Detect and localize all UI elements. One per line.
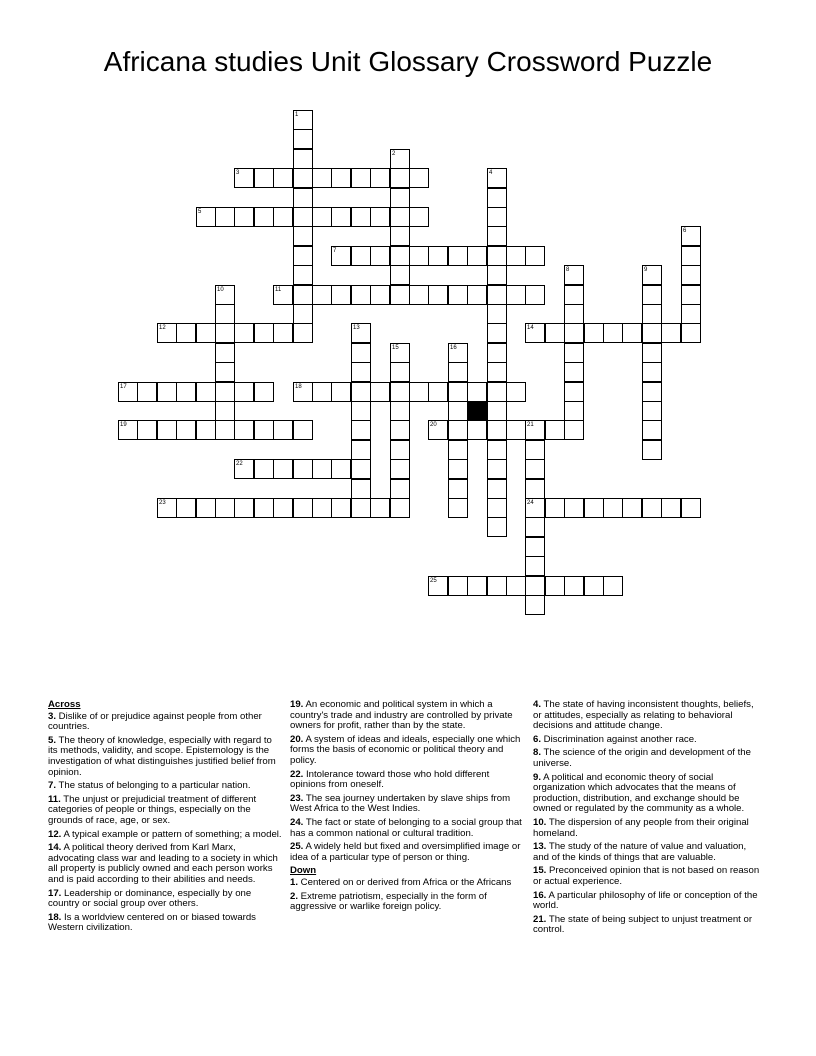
clue-number: 14 — [527, 325, 534, 331]
across-clue: 24. The fact or state of belonging to a social group that has a common national or cultural tradition. — [290, 816, 522, 839]
grid-cell[interactable] — [448, 382, 468, 402]
grid-cell[interactable] — [293, 498, 313, 518]
grid-cell[interactable] — [390, 440, 410, 460]
grid-cell[interactable] — [351, 459, 371, 479]
grid-cell[interactable] — [622, 323, 642, 343]
grid-cell[interactable] — [642, 440, 662, 460]
grid-cell[interactable] — [428, 382, 448, 402]
grid-cell[interactable] — [525, 517, 545, 537]
grid-cell[interactable] — [467, 382, 487, 402]
grid-cell[interactable] — [525, 595, 545, 615]
grid-cell[interactable] — [351, 498, 371, 518]
clues-column-1 — [48, 700, 283, 937]
grid-cell[interactable] — [215, 285, 235, 305]
grid-cell[interactable] — [293, 149, 313, 169]
across-clue: 18. Is a worldview centered on or biased towards Western civilization. — [48, 911, 256, 934]
clue-number: 24 — [527, 500, 534, 506]
clue-number: 20 — [430, 422, 437, 428]
grid-cell[interactable] — [215, 304, 235, 324]
down-clue: 6. Discrimination against another race. — [533, 733, 697, 745]
clue-number: 9 — [644, 267, 648, 273]
grid-cell[interactable] — [293, 323, 313, 343]
down-clue: 1. Centered on or derived from Africa or the Africans — [290, 876, 512, 888]
grid-cell[interactable] — [390, 498, 410, 518]
grid-cell[interactable] — [293, 207, 313, 227]
grid-cell[interactable] — [234, 323, 254, 343]
clues-column-3 — [533, 700, 763, 939]
grid-cell[interactable] — [642, 285, 662, 305]
grid-cell[interactable] — [157, 420, 177, 440]
grid-cell[interactable] — [506, 420, 526, 440]
grid-cell[interactable] — [234, 207, 254, 227]
grid-cell[interactable] — [254, 498, 274, 518]
grid-cell[interactable] — [487, 168, 507, 188]
grid-cell[interactable] — [390, 285, 410, 305]
grid-cell[interactable] — [525, 246, 545, 266]
grid-cell[interactable] — [390, 420, 410, 440]
grid-cell[interactable] — [409, 382, 429, 402]
grid-cell[interactable] — [293, 382, 313, 402]
down-clue: 8. The science of the origin and development of the universe. — [533, 747, 751, 769]
grid-cell[interactable] — [467, 285, 487, 305]
grid-cell[interactable] — [525, 420, 545, 440]
grid-cell[interactable] — [448, 479, 468, 499]
grid-cell[interactable] — [467, 246, 487, 266]
grid-cell[interactable] — [215, 362, 235, 382]
grid-cell[interactable] — [273, 285, 293, 305]
grid-cell[interactable] — [293, 285, 313, 305]
grid-cell[interactable] — [584, 576, 604, 596]
clue-number: 10 — [217, 287, 224, 293]
grid-cell[interactable] — [234, 382, 254, 402]
clue-number: 16 — [450, 345, 457, 351]
across-clue: 25. A widely held but fixed and oversimplified image or idea of a particular type of person or thing. — [290, 841, 521, 863]
grid-cell[interactable] — [487, 440, 507, 460]
grid-cell[interactable] — [564, 498, 584, 518]
grid-cell[interactable] — [487, 207, 507, 227]
grid-cell[interactable] — [312, 459, 332, 479]
grid-cell[interactable] — [331, 168, 351, 188]
grid-cell[interactable] — [254, 168, 274, 188]
clue-number: 21 — [527, 422, 534, 428]
grid-cell[interactable] — [448, 401, 468, 421]
grid-cell[interactable] — [545, 576, 565, 596]
grid-cell[interactable] — [506, 246, 526, 266]
grid-cell[interactable] — [467, 420, 487, 440]
grid-cell[interactable] — [525, 537, 545, 557]
grid-cell[interactable] — [390, 382, 410, 402]
grid-cell[interactable] — [506, 576, 526, 596]
grid-cell[interactable] — [487, 285, 507, 305]
grid-cell[interactable] — [448, 362, 468, 382]
grid-cell[interactable] — [234, 420, 254, 440]
across-heading: Across — [48, 699, 81, 710]
grid-cell[interactable] — [487, 362, 507, 382]
grid-cell[interactable] — [448, 440, 468, 460]
grid-cell[interactable] — [487, 304, 507, 324]
grid-cell[interactable] — [525, 323, 545, 343]
clue-number: 17 — [120, 384, 127, 390]
grid-cell[interactable] — [564, 576, 584, 596]
clue-number: 8 — [566, 267, 570, 273]
grid-cell[interactable] — [428, 576, 448, 596]
grid-cell[interactable] — [176, 382, 196, 402]
grid-cell[interactable] — [176, 420, 196, 440]
grid-cell[interactable] — [564, 265, 584, 285]
grid-cell[interactable] — [525, 285, 545, 305]
grid-cell[interactable] — [157, 323, 177, 343]
grid-cell[interactable] — [312, 382, 332, 402]
grid-cell[interactable] — [390, 207, 410, 227]
grid-cell[interactable] — [487, 576, 507, 596]
grid-cell[interactable] — [312, 207, 332, 227]
grid-cell[interactable] — [196, 323, 216, 343]
clue-number: 23 — [159, 500, 166, 506]
grid-cell[interactable] — [312, 498, 332, 518]
clue-number: 22 — [236, 461, 243, 467]
grid-cell[interactable] — [564, 285, 584, 305]
grid-cell[interactable] — [487, 343, 507, 363]
grid-cell[interactable] — [176, 498, 196, 518]
grid-cell[interactable] — [390, 149, 410, 169]
across-clue: 14. A political theory derived from Karl Marx, advocating class war and leading to a society in which all property is publicly owned and each person works and is paid according to their abilities and needs. — [48, 842, 278, 885]
grid-cell[interactable] — [642, 420, 662, 440]
page-title: Africana studies Unit Glossary Crossword Puzzle — [103, 46, 713, 77]
grid-cell[interactable] — [487, 246, 507, 266]
grid-cell[interactable] — [118, 382, 138, 402]
grid-cell[interactable] — [254, 420, 274, 440]
grid-cell[interactable] — [642, 265, 662, 285]
clue-number: 6 — [683, 228, 687, 234]
across-clue: 23. The sea journey undertaken by slave ships from West Africa to the West Indies. — [290, 792, 511, 815]
clue-number: 5 — [198, 209, 202, 215]
grid-cell[interactable] — [487, 517, 507, 537]
grid-cell[interactable] — [351, 285, 371, 305]
grid-cell[interactable] — [351, 479, 371, 499]
clue-number: 25 — [430, 578, 437, 584]
across-clue: 19. An economic and political system in which a country's trade and industry are controlled by private owners for profit, rather than by the state. — [290, 699, 513, 732]
grid-cell[interactable] — [448, 420, 468, 440]
grid-cell[interactable] — [331, 498, 351, 518]
grid-cell[interactable] — [234, 498, 254, 518]
across-clue: 17. Leadership or dominance, especially by one country or social group over others. — [48, 887, 252, 910]
down-clue: 21. The state of being subject to unjust treatment or control. — [533, 913, 753, 936]
grid-cell[interactable] — [564, 343, 584, 363]
grid-cell[interactable] — [642, 498, 662, 518]
grid-cell[interactable] — [545, 498, 565, 518]
grid-cell[interactable] — [293, 265, 313, 285]
grid-cell[interactable] — [273, 459, 293, 479]
grid-cell[interactable] — [215, 498, 235, 518]
clue-number: 4 — [489, 170, 493, 176]
grid-cell[interactable] — [603, 576, 623, 596]
grid-cell[interactable] — [293, 246, 313, 266]
grid-cell[interactable] — [293, 226, 313, 246]
grid-cell[interactable] — [196, 382, 216, 402]
clue-number: 3 — [236, 170, 240, 176]
clue-number: 18 — [295, 384, 302, 390]
down-clue: 16. A particular philosophy of life or conception of the world. — [533, 889, 758, 912]
grid-cell[interactable] — [506, 285, 526, 305]
grid-cell[interactable] — [390, 459, 410, 479]
grid-cell[interactable] — [661, 498, 681, 518]
grid-cell[interactable] — [390, 401, 410, 421]
clue-number: 15 — [392, 345, 399, 351]
grid-cell[interactable] — [370, 498, 390, 518]
grid-cell[interactable] — [351, 207, 371, 227]
down-clue: 15. Preconceived opinion that is not based on reason or actual experience. — [533, 865, 760, 887]
grid-cell[interactable] — [681, 246, 701, 266]
grid-cell[interactable] — [215, 382, 235, 402]
grid-cell[interactable] — [293, 459, 313, 479]
grid-cell[interactable] — [487, 226, 507, 246]
grid-cell[interactable] — [273, 420, 293, 440]
grid-cell[interactable] — [293, 304, 313, 324]
grid-cell[interactable] — [409, 207, 429, 227]
grid-cell[interactable] — [448, 285, 468, 305]
grid-cell[interactable] — [584, 498, 604, 518]
grid-cell[interactable] — [467, 576, 487, 596]
grid-cell[interactable] — [390, 343, 410, 363]
grid-cell[interactable] — [351, 362, 371, 382]
grid-cell[interactable] — [215, 401, 235, 421]
grid-cell[interactable] — [390, 479, 410, 499]
grid-cell[interactable] — [409, 246, 429, 266]
grid-cell[interactable] — [196, 420, 216, 440]
grid-cell[interactable] — [196, 207, 216, 227]
grid-cell[interactable] — [351, 343, 371, 363]
grid-cell[interactable] — [273, 498, 293, 518]
grid-cell[interactable] — [564, 362, 584, 382]
down-clue: 10. The dispersion of any people from their original homeland. — [533, 816, 749, 839]
grid-cell[interactable] — [390, 246, 410, 266]
clue-number: 2 — [392, 151, 396, 157]
grid-cell[interactable] — [661, 323, 681, 343]
clue-number: 12 — [159, 325, 166, 331]
grid-cell[interactable] — [293, 420, 313, 440]
clue-number: 1 — [295, 112, 299, 118]
grid-cell[interactable] — [254, 323, 274, 343]
grid-cell[interactable] — [448, 576, 468, 596]
grid-cell[interactable] — [448, 498, 468, 518]
grid-cell[interactable] — [351, 440, 371, 460]
grid-cell[interactable] — [622, 498, 642, 518]
across-clue: 7. The status of belonging to a particular nation. — [48, 780, 251, 792]
grid-cell[interactable] — [390, 188, 410, 208]
grid-cell[interactable] — [351, 323, 371, 343]
grid-cell[interactable] — [273, 207, 293, 227]
grid-cell[interactable] — [331, 382, 351, 402]
grid-cell[interactable] — [584, 323, 604, 343]
grid-cell[interactable] — [428, 246, 448, 266]
grid-cell[interactable] — [506, 382, 526, 402]
grid-cell[interactable] — [351, 168, 371, 188]
grid-cell[interactable] — [487, 323, 507, 343]
grid-cell[interactable] — [525, 576, 545, 596]
grid-cell[interactable] — [448, 246, 468, 266]
grid-cell[interactable] — [390, 168, 410, 188]
grid-cell[interactable] — [642, 401, 662, 421]
grid-cell[interactable] — [196, 498, 216, 518]
grid-cell[interactable] — [564, 382, 584, 402]
grid-cell[interactable] — [545, 323, 565, 343]
across-clue: 3. Dislike of or prejudice against people from other countries. — [48, 710, 262, 733]
grid-cell[interactable] — [254, 459, 274, 479]
grid-cell[interactable] — [157, 382, 177, 402]
down-clue: 9. A political and economic theory of social organization which advocates that the means of production, distribution, and exchange should be owned or regulated by the community as a whole. — [533, 771, 745, 815]
grid-cell[interactable] — [525, 440, 545, 460]
clue-number: 19 — [120, 422, 127, 428]
clues-column-2 — [290, 700, 527, 916]
grid-cell[interactable] — [351, 246, 371, 266]
grid-cell[interactable] — [234, 459, 254, 479]
grid-cell[interactable] — [370, 168, 390, 188]
grid-cell[interactable] — [487, 401, 507, 421]
grid-cell[interactable] — [293, 110, 313, 130]
grid-cell[interactable] — [370, 207, 390, 227]
grid-cell[interactable] — [234, 168, 254, 188]
grid-cell[interactable] — [681, 304, 701, 324]
grid-cell[interactable] — [331, 207, 351, 227]
across-clue: 5. The theory of knowledge, especially with regard to its methods, validity, and scope. Epistemology is the investigation of what distinguishes justified belief from opinion. — [48, 734, 276, 778]
grid-cell[interactable] — [681, 285, 701, 305]
grid-cell[interactable] — [254, 382, 274, 402]
grid-cell[interactable] — [137, 420, 157, 440]
grid-cell[interactable] — [525, 556, 545, 576]
clue-number: 11 — [275, 287, 282, 293]
grid-cell[interactable] — [409, 285, 429, 305]
grid-cell[interactable] — [331, 246, 351, 266]
grid-cell[interactable] — [681, 226, 701, 246]
grid-cell[interactable] — [370, 246, 390, 266]
grid-cell[interactable] — [215, 323, 235, 343]
grid-cell[interactable] — [331, 459, 351, 479]
grid-cell[interactable] — [487, 188, 507, 208]
grid-cell[interactable] — [448, 459, 468, 479]
grid-cell[interactable] — [642, 382, 662, 402]
grid-cell[interactable] — [390, 265, 410, 285]
grid-cell[interactable] — [603, 323, 623, 343]
grid-cell[interactable] — [525, 498, 545, 518]
grid-cell[interactable] — [215, 207, 235, 227]
grid-cell[interactable] — [351, 401, 371, 421]
grid-cell[interactable] — [564, 323, 584, 343]
down-heading: Down — [290, 865, 317, 877]
grid-cell[interactable] — [448, 343, 468, 363]
grid-cell[interactable] — [642, 323, 662, 343]
grid-cell[interactable] — [525, 479, 545, 499]
blocked-cell — [467, 401, 487, 421]
down-clue: 4. The state of having inconsistent thoughts, beliefs, or attitudes, especially as relating to behavioral decisions and attitude change. — [533, 699, 754, 732]
grid-cell[interactable] — [487, 479, 507, 499]
grid-cell[interactable] — [370, 382, 390, 402]
grid-cell[interactable] — [215, 343, 235, 363]
across-clue: 22. Intolerance toward those who hold different opinions from oneself. — [290, 768, 490, 791]
grid-cell[interactable] — [564, 304, 584, 324]
grid-cell[interactable] — [409, 168, 429, 188]
across-clue: 12. A typical example or pattern of something; a model. — [48, 828, 282, 840]
grid-cell[interactable] — [642, 304, 662, 324]
clue-number: 13 — [353, 325, 360, 331]
grid-cell[interactable] — [603, 498, 623, 518]
grid-cell[interactable] — [564, 401, 584, 421]
grid-cell[interactable] — [351, 420, 371, 440]
grid-cell[interactable] — [681, 498, 701, 518]
grid-cell[interactable] — [487, 498, 507, 518]
grid-cell[interactable] — [273, 323, 293, 343]
grid-cell[interactable] — [428, 420, 448, 440]
grid-cell[interactable] — [525, 459, 545, 479]
clue-number: 7 — [333, 248, 337, 254]
across-clue: 20. A system of ideas and ideals, especially one which forms the basis of economic or political theory and policy. — [290, 733, 521, 766]
grid-cell[interactable] — [487, 382, 507, 402]
grid-cell[interactable] — [545, 420, 565, 440]
grid-cell[interactable] — [293, 188, 313, 208]
grid-cell[interactable] — [254, 207, 274, 227]
grid-cell[interactable] — [487, 459, 507, 479]
grid-cell[interactable] — [681, 265, 701, 285]
grid-cell[interactable] — [642, 362, 662, 382]
grid-cell[interactable] — [312, 285, 332, 305]
grid-cell[interactable] — [487, 265, 507, 285]
grid-cell[interactable] — [293, 168, 313, 188]
grid-cell[interactable] — [137, 382, 157, 402]
grid-cell[interactable] — [312, 168, 332, 188]
down-clue: 13. The study of the nature of value and valuation, and of the kinds of things that are valuable. — [533, 841, 747, 863]
grid-cell[interactable] — [331, 285, 351, 305]
grid-cell[interactable] — [370, 285, 390, 305]
grid-cell[interactable] — [118, 420, 138, 440]
grid-cell[interactable] — [293, 129, 313, 149]
grid-cell[interactable] — [215, 420, 235, 440]
grid-cell[interactable] — [157, 498, 177, 518]
grid-cell[interactable] — [564, 420, 584, 440]
grid-cell[interactable] — [176, 323, 196, 343]
grid-cell[interactable] — [642, 343, 662, 363]
grid-cell[interactable] — [428, 285, 448, 305]
grid-cell[interactable] — [390, 226, 410, 246]
grid-cell[interactable] — [273, 168, 293, 188]
grid-cell[interactable] — [681, 323, 701, 343]
grid-cell[interactable] — [390, 362, 410, 382]
grid-cell[interactable] — [487, 420, 507, 440]
across-clue: 11. The unjust or prejudicial treatment of different categories of people or things, especially on the grounds of race, age, or sex. — [48, 793, 257, 826]
grid-cell[interactable] — [351, 382, 371, 402]
down-clue: 2. Extreme patriotism, especially in the form of aggressive or warlike foreign policy. — [290, 890, 487, 913]
